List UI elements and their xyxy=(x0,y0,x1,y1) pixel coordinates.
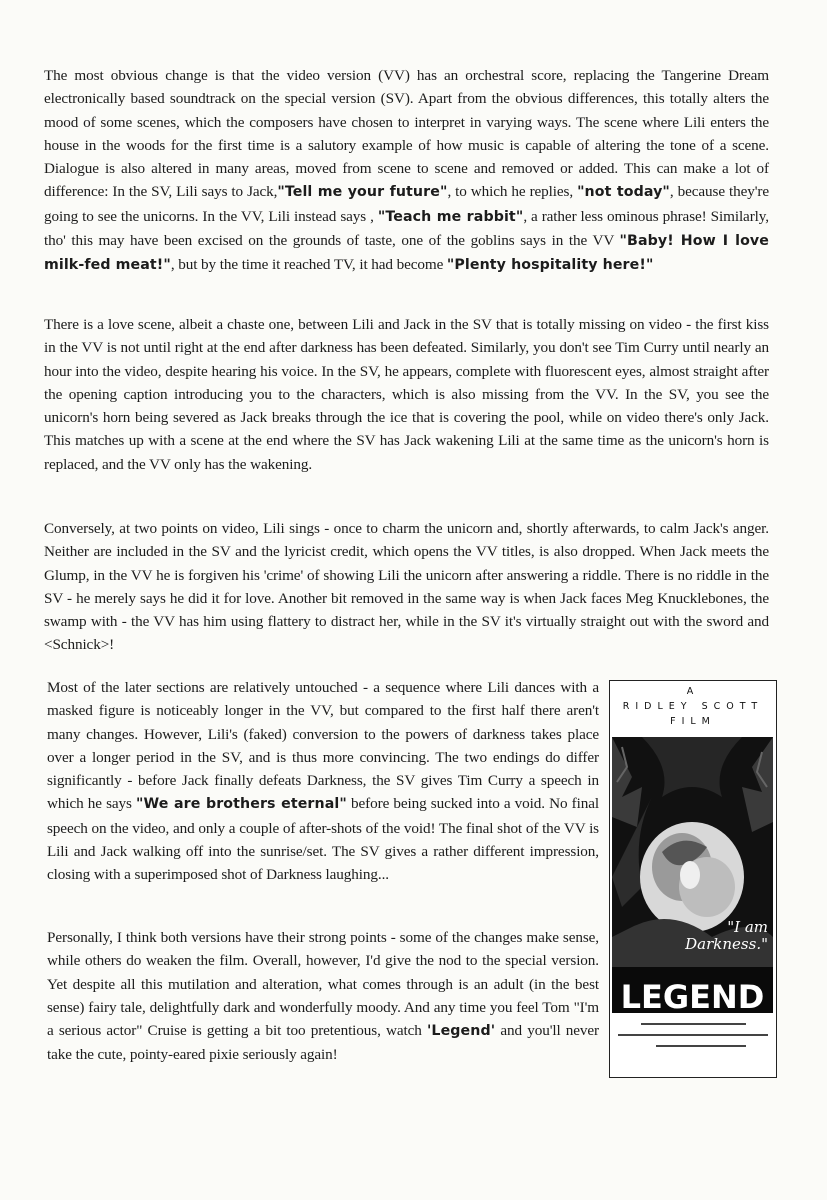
text-run: The most obvious change is that the video version (VV) has an orchestral score, replacing the Tangerine Dream electronically based soundtrack on the special version (SV). Apart from the obvious differences, this totally alters the mood of some scenes, which the composers have chosen to interpret in varying ways. The scene where Lili enters the house in the woods for the first time is a salutory example of how music is capable of altering the tone of a scene. Dialogue is also altered in many areas, moved from scene to scene and removed or added. This can make a lot of difference: In the SV, Lili says to Jack, xyxy=(44,67,769,201)
paragraph-2 xyxy=(44,313,769,476)
bold-quote: "Plenty hospitality here!" xyxy=(446,257,654,274)
credit-line xyxy=(641,1023,746,1025)
poster-title: LEGEND xyxy=(620,978,765,1016)
paragraph-1 xyxy=(44,64,769,278)
text-run: and you'll never take the cute, pointy-eared pixie seriously again! xyxy=(47,1022,600,1064)
text-run: , but by the time it reached TV, it had become xyxy=(170,256,447,274)
poster-tagline xyxy=(685,919,768,953)
poster-credits-block xyxy=(618,1023,768,1056)
poster-tagline-line1: "I am xyxy=(727,918,768,936)
text-run: Personally, I think both versions have their strong points - some of the changes make sense, while others do weaken the film. Overall, however, I'd give the nod to the special version. Yet despite all this mutilation and alteration, what comes through is an adult (in the best sense) fairy tale, delightfully dark and wonderfully moody. And any time you feel Tom "I'm a serious actor" Cruise is getting a bit too pretentious, watch xyxy=(47,929,599,1040)
bold-quote: 'Legend' xyxy=(426,1023,496,1040)
poster-line-a: A xyxy=(686,686,700,697)
bold-quote: "We are brothers eternal" xyxy=(136,796,347,813)
text-run: , to which he replies, xyxy=(447,183,578,201)
poster-tagline-line2: Darkness." xyxy=(685,935,768,953)
poster-header xyxy=(610,681,776,735)
poster-director: RIDLEY SCOTT xyxy=(622,701,764,712)
text-run: There is a love scene, albeit a chaste one, between Lili and Jack in the SV that is totally missing on video - the first kiss in the VV is not until right at the end after darkness has been defeated. Similarly, you don't see Tim Curry until nearly an hour into the video, despite hearing his voice. In the SV, he appears, complete with fluorescent eyes, almost straight after the opening caption introducing you to the characters, which is also missing from the VV. In the SV, you see the unicorn's horn being severed as Jack breaks through the ice that is covering the pool, while on video there's only Jack. This matches up with a scene at the end where the SV has Jack wakening Lili at the same time as the unicorn's horn is replaced, and the VV only has the wakening. xyxy=(44,316,769,473)
bold-quote: "Tell me your future" xyxy=(277,184,448,201)
text-run: , a rather less ominous phrase! Similarly, tho' this may have been excised on the grounds of taste, one of the goblins says in the VV xyxy=(44,207,769,250)
paragraph-5 xyxy=(47,926,599,1067)
paragraph-4 xyxy=(47,676,599,887)
bold-quote: "not today" xyxy=(577,184,670,201)
legend-poster xyxy=(609,680,777,1078)
poster-film: FILM xyxy=(670,716,716,727)
credit-line xyxy=(656,1045,746,1047)
poster-artwork xyxy=(612,737,773,1016)
text-run: Conversely, at two points on video, Lili sings - once to charm the unicorn and, shortly afterwards, to calm Jack's anger. Neither are included in the SV and the lyricist credit, which opens the VV titles, is also dropped. When Jack meets the Glump, in the VV he is forgiven his 'crime' of showing Lili the unicorn after answering a riddle. There is no riddle in the SV - he merely says he did it for love. Another bit removed in the same way is when Jack faces Meg Knucklebones, the swamp with - the VV has him using flattery to distract her, while in the SV it's virtually straight out with the sword and <Schnick>! xyxy=(44,520,769,654)
text-run: , because they're going to see the unicorns. In the VV, Lili instead says , xyxy=(44,183,769,225)
paragraph-3 xyxy=(44,517,769,657)
bold-quote: "Teach me rabbit" xyxy=(377,208,524,225)
text-run: Most of the later sections are relatively untouched - a sequence where Lili dances with a masked figure is noticeably longer in the VV, but compared to the first half there aren't many changes. However, Lili's (faked) conversion to the powers of darkness takes place over a longer period in the SV, and is thus more convincing. The two endings do differ significantly - before Jack finally defeats Darkness, the SV gives Tim Curry a speech in which he says xyxy=(47,679,599,813)
bold-quote: "Baby! How I love milk-fed meat!" xyxy=(44,233,769,274)
text-run: before being sucked into a void. No final speech on the video, and only a couple of after-shots of the void! The final shot of the VV is Lili and Jack walking off into the sunrise/set. The SV gives a rather different impression, closing with a superimposed shot of Darkness laughing... xyxy=(47,795,599,884)
credit-line xyxy=(618,1034,768,1036)
